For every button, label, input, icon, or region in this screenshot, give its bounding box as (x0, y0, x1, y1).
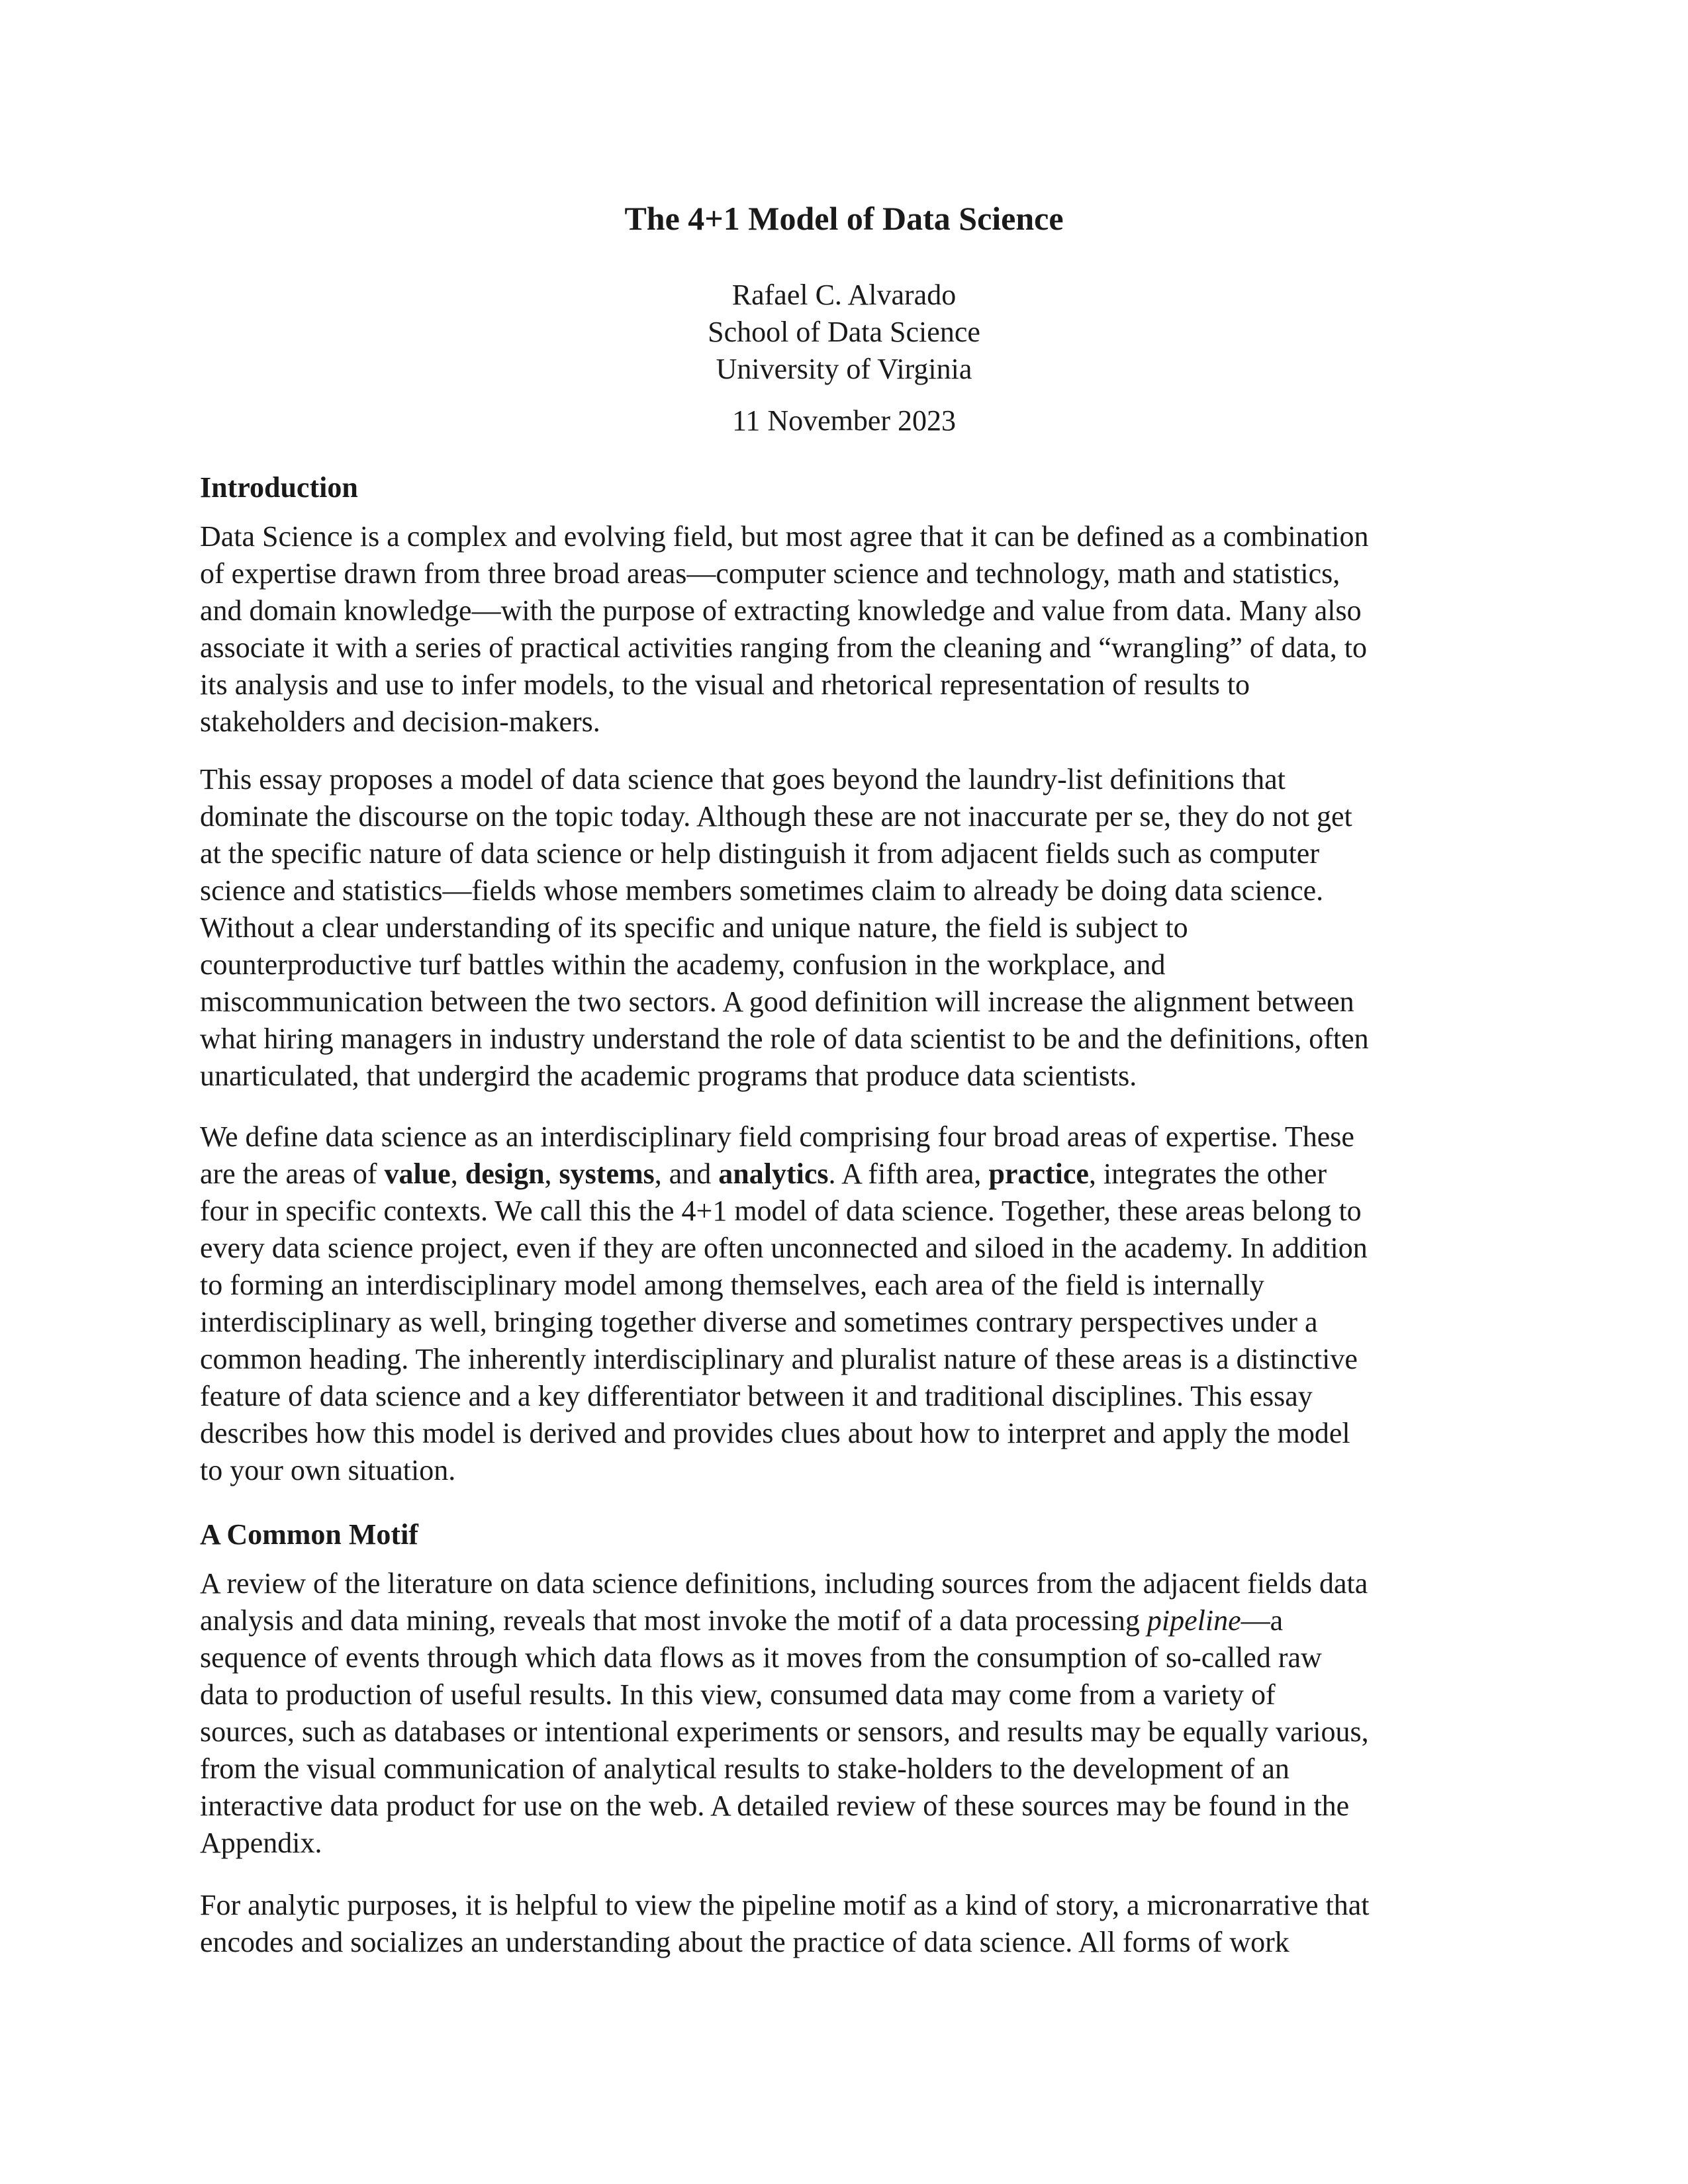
text-line: interdisciplinary as well, bringing together diverse and sometimes contrary perspectives under a (200, 1306, 1318, 1338)
text-line (200, 1156, 1488, 1193)
text-line: sources, such as databases or intentional experiments or sensors, and results may be equally various, (200, 1715, 1369, 1748)
term-design: design (465, 1158, 545, 1190)
text-line: every data science project, even if they are often unconnected and siloed in the academy. In addition (200, 1232, 1368, 1264)
text-line: unarticulated, that undergird the academic programs that produce data scientists. (200, 1060, 1137, 1092)
text-line: and domain knowledge—with the purpose of extracting knowledge and value from data. Many also (200, 594, 1362, 627)
text-line: For analytic purposes, it is helpful to view the pipeline motif as a kind of story, a micronarrative that (200, 1889, 1370, 1921)
text-run: , and (654, 1158, 719, 1190)
term-value: value (384, 1158, 451, 1190)
text-line: feature of data science and a key differentiator between it and traditional disciplines. This essay (200, 1380, 1313, 1412)
section-heading-common-motif: A Common Motif (200, 1518, 418, 1551)
text-line: science and statistics—fields whose members sometimes claim to already be doing data science. (200, 874, 1324, 907)
text-line: Appendix. (200, 1827, 322, 1859)
text-line: counterproductive turf battles within the academy, confusion in the workplace, and (200, 948, 1166, 981)
text-line: interactive data product for use on the web. A detailed review of these sources may be found in the (200, 1790, 1350, 1822)
text-line (200, 1602, 1488, 1639)
text-line: its analysis and use to infer models, to the visual and rhetorical representation of results to (200, 668, 1250, 701)
intro-paragraph-3 (200, 1118, 1488, 1489)
text-line: common heading. The inherently interdisciplinary and pluralist nature of these areas is a distinctive (200, 1343, 1358, 1375)
text-line: sequence of events through which data flows as it moves from the consumption of so-called raw (200, 1641, 1322, 1674)
text-run: , (544, 1158, 559, 1190)
text-run: analysis and data mining, reveals that most invoke the motif of a data processing (200, 1604, 1147, 1637)
text-line: from the visual communication of analytical results to stake-holders to the development of an (200, 1752, 1289, 1785)
author-block (200, 277, 1488, 388)
paper-page (200, 0, 1488, 2184)
text-line: associate it with a series of practical activities ranging from the cleaning and “wrangling” of data, to (200, 631, 1368, 664)
text-run: , integrates the other (1088, 1158, 1327, 1190)
text-line: Data Science is a complex and evolving field, but most agree that it can be defined as a combination (200, 520, 1369, 553)
text-line: A review of the literature on data science definitions, including sources from the adjacent fields data (200, 1567, 1368, 1600)
term-analytics: analytics (718, 1158, 829, 1190)
author-name: Rafael C. Alvarado (731, 279, 957, 311)
text-line: We define data science as an interdisciplinary field comprising four broad areas of expertise. These (200, 1120, 1354, 1153)
text-line: Without a clear understanding of its specific and unique nature, the field is subject to (200, 911, 1188, 944)
section-heading-introduction: Introduction (200, 471, 358, 504)
text-line: four in specific contexts. We call this the 4+1 model of data science. Together, these areas belong to (200, 1195, 1362, 1227)
author-department: School of Data Science (708, 316, 980, 348)
text-run: —a (1241, 1604, 1284, 1637)
intro-paragraph-1 (200, 518, 1488, 741)
text-line: data to production of useful results. In this view, consumed data may come from a variety of (200, 1678, 1276, 1711)
term-practice: practice (988, 1158, 1089, 1190)
text-line: describes how this model is derived and provides clues about how to interpret and apply the model (200, 1417, 1350, 1449)
text-run: . A fifth area, (828, 1158, 989, 1190)
text-run: are the areas of (200, 1158, 385, 1190)
text-line: stakeholders and decision-makers. (200, 705, 600, 738)
motif-paragraph-1 (200, 1565, 1488, 1862)
text-line: what hiring managers in industry understand the role of data scientist to be and the definitions, often (200, 1023, 1369, 1055)
paper-date: 11 November 2023 (731, 404, 957, 437)
text-line: of expertise drawn from three broad areas—computer science and technology, math and statistics, (200, 557, 1340, 590)
term-pipeline: pipeline (1147, 1604, 1241, 1637)
text-line: to forming an interdisciplinary model among themselves, each area of the field is internally (200, 1269, 1264, 1301)
paper-title: The 4+1 Model of Data Science (624, 200, 1064, 237)
motif-paragraph-2 (200, 1887, 1488, 1961)
intro-paragraph-2 (200, 761, 1488, 1095)
text-line: miscommunication between the two sectors. A good definition will increase the alignment between (200, 985, 1354, 1018)
text-line: This essay proposes a model of data science that goes beyond the laundry-list definitions that (200, 763, 1286, 796)
term-systems: systems (559, 1158, 655, 1190)
text-line: dominate the discourse on the topic today. Although these are not inaccurate per se, they do not get (200, 800, 1352, 833)
text-line: to your own situation. (200, 1454, 456, 1486)
text-line: encodes and socializes an understanding about the practice of data science. All forms of work (200, 1926, 1289, 1958)
text-run: , (450, 1158, 465, 1190)
author-institution: University of Virginia (716, 353, 972, 385)
text-line: at the specific nature of data science or help distinguish it from adjacent fields such as computer (200, 837, 1319, 870)
